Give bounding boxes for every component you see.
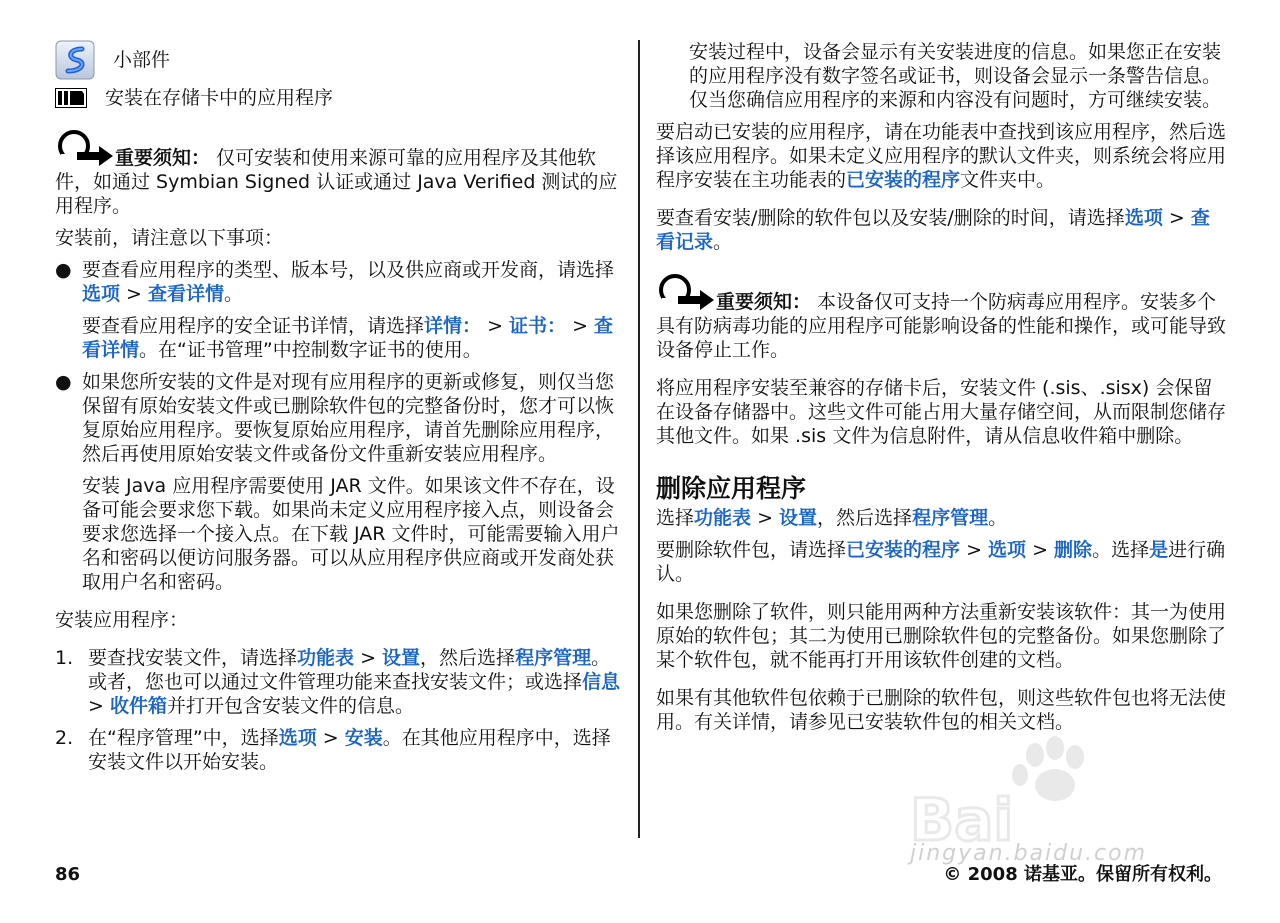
menu-separator: > <box>316 727 345 749</box>
important-text-2: 本设备仅可支持一个防病毒应用程序。安装多个具有防病毒功能的应用程序可能影响设备的性能和操作，或可能导致设备停止工作。 <box>656 291 1227 361</box>
bullet1-sub-para <box>55 314 625 362</box>
page-number: 86 <box>55 864 81 885</box>
link-inbox[interactable]: 收件箱 <box>109 695 167 717</box>
copyright: © 2008 诺基亚。保留所有权利。 <box>943 864 1222 885</box>
important-notice-1 <box>55 128 625 218</box>
del1-end: 。 <box>988 507 1008 529</box>
link-options-2[interactable]: 选项 <box>278 727 317 749</box>
important-notice-2 <box>656 272 1226 362</box>
install-apps-heading: 安装应用程序： <box>55 609 189 631</box>
link-options-3[interactable]: 选项 <box>1124 207 1163 229</box>
del2-mid: 。选择 <box>1092 539 1150 561</box>
view-log-end: 。 <box>713 231 733 253</box>
list-item <box>55 258 625 306</box>
link-menu-2[interactable]: 功能表 <box>694 507 752 529</box>
list-item <box>55 726 625 774</box>
del2-text: 要删除软件包，请选择 <box>656 539 847 561</box>
menu-separator: > <box>88 695 110 717</box>
link-remove[interactable]: 删除 <box>1054 539 1093 561</box>
step1-text: 要查找安装文件，请选择 <box>88 647 298 669</box>
link-details[interactable]: 详情： <box>424 315 482 337</box>
svg-text:Bai: Bai <box>910 786 1014 854</box>
right-column <box>656 40 1226 734</box>
link-options[interactable]: 选项 <box>82 283 121 305</box>
bullet1-sub-end: 。在“证书管理”中控制数字证书的使用。 <box>139 339 482 361</box>
link-options-4[interactable]: 选项 <box>988 539 1027 561</box>
bullet-icon: ● <box>55 371 72 393</box>
menu-separator: > <box>120 283 149 305</box>
step1-mid2: 。或者，您也可以通过文件管理功能来查找安装文件；或选择 <box>88 647 611 693</box>
bullet2-sub-para: 安装 Java 应用程序需要使用 JAR 文件。如果该文件不存在，设备可能会要求您下载。如果尚未定义应用程序接入点，则设备会要求您选择一个接入点。在下载 JAR 文件时，可能需要输入用户名和密码以便访问服务器。可以从应用程序供应商或开发商处获取用户名和密码。 <box>82 475 620 593</box>
start-app-para <box>656 120 1226 192</box>
step-number: 1. <box>55 647 74 669</box>
link-view-details-2[interactable]: 查看详情 <box>82 315 614 361</box>
menu-separator: > <box>960 539 989 561</box>
list-item <box>55 646 625 718</box>
bullet2-text: 如果您所安装的文件是对现有应用程序的更新或修复，则仅当您保留有原始安装文件或已删除软件包的完整备份时，您才可以恢复原始应用程序。要恢复原始应用程序，请首先删除应用程序，然后再使用原始安装文件或备份文件重新安装应用程序。 <box>82 371 615 465</box>
link-certificates[interactable]: 证书： <box>509 315 567 337</box>
link-menu[interactable]: 功能表 <box>297 647 355 669</box>
menu-separator: > <box>1162 207 1191 229</box>
column-divider <box>638 40 640 838</box>
watermark-text: jingyan.baidu.com <box>910 841 1148 866</box>
link-settings-2[interactable]: 设置 <box>779 507 818 529</box>
widget-label: 小部件 <box>113 49 171 71</box>
link-app-manager-2[interactable]: 程序管理 <box>912 507 989 529</box>
list-item <box>55 370 625 466</box>
menu-separator: > <box>481 315 510 337</box>
view-log-para <box>656 206 1226 254</box>
section-heading: 删除应用程序 <box>656 474 807 503</box>
delete-para-3: 如果您删除了软件，则只能用两种方法重新安装该软件：其一为使用原始的软件包；其二为使用已删除软件包的完整备份。如果您删除了某个软件包，就不能再打开用该软件创建的文档。 <box>656 601 1227 671</box>
bullet1-text: 要查看应用程序的类型、版本号，以及供应商或开发商，请选择 <box>82 259 615 281</box>
step2-end: 。在其他应用程序中，选择安装文件以开始安装。 <box>88 727 611 773</box>
link-installed-apps-2[interactable]: 已安装的程序 <box>846 539 961 561</box>
memcard-label: 安装在存储卡中的应用程序 <box>105 87 334 109</box>
link-view-details[interactable]: 查看详情 <box>148 283 225 305</box>
view-log-text: 要查看安装/删除的软件包以及安装/删除的时间，请选择 <box>656 207 1125 229</box>
step2-text: 在“程序管理”中，选择 <box>88 727 279 749</box>
sis-para: 将应用程序安装至兼容的存储卡后，安装文件 (.sis、.sisx) 会保留在设备存储器中。这些文件可能占用大量存储空间，从而限制您储存其他文件。如果 .sis 文件为信息附件，请从信息收件箱中删除。 <box>656 377 1227 447</box>
memory-card-icon <box>55 88 87 108</box>
bullet1-end: 。 <box>224 283 244 305</box>
link-app-manager[interactable]: 程序管理 <box>515 647 592 669</box>
link-view-log[interactable]: 查看记录 <box>656 207 1210 253</box>
link-yes[interactable]: 是 <box>1149 539 1169 561</box>
widget-row <box>55 40 625 80</box>
memcard-row <box>55 80 625 116</box>
del2-end: 进行确认。 <box>656 539 1226 585</box>
link-install[interactable]: 安装 <box>344 727 383 749</box>
important-text-1: 仅可安装和使用来源可靠的应用程序及其他软件，如通过 Symbian Signed 认证或通过 Java Verified 测试的应用程序。 <box>55 147 618 217</box>
step1-mid: ，然后选择 <box>420 647 516 669</box>
important-notice-icon <box>656 272 716 312</box>
left-column <box>55 40 625 774</box>
delete-para-1 <box>656 506 1226 530</box>
step-number: 2. <box>55 727 74 749</box>
del1-mid: ，然后选择 <box>817 507 913 529</box>
widget-icon <box>55 40 95 80</box>
install-progress-para: 安装过程中，设备会显示有关安装进度的信息。如果您正在安装的应用程序没有数字签名或证书，则设备会显示一条警告信息。仅当您确信应用程序的来源和内容没有问题时，方可继续安装。 <box>689 41 1222 111</box>
start-app-end: 文件夹中。 <box>960 169 1056 191</box>
link-installed-apps[interactable]: 已安装的程序 <box>846 169 961 191</box>
before-install-heading: 安装前，请注意以下事项： <box>55 227 284 249</box>
bullet-icon: ● <box>55 259 72 281</box>
step1-end: 并打开包含安装文件的信息。 <box>166 695 414 717</box>
menu-separator: > <box>354 647 383 669</box>
link-settings[interactable]: 设置 <box>382 647 421 669</box>
link-messaging[interactable]: 信息 <box>582 671 621 693</box>
menu-separator: > <box>1026 539 1055 561</box>
important-title-2: 重要须知： <box>716 291 812 313</box>
menu-separator: > <box>566 315 595 337</box>
delete-para-2 <box>656 538 1226 586</box>
delete-para-4: 如果有其他软件包依赖于已删除的软件包，则这些软件包也将无法使用。有关详情，请参见已安装软件包的相关文档。 <box>656 687 1227 733</box>
bullet1-sub-text: 要查看应用程序的安全证书详情，请选择 <box>82 315 425 337</box>
menu-separator: > <box>751 507 780 529</box>
important-title-1: 重要须知： <box>115 147 211 169</box>
important-notice-icon <box>55 128 115 168</box>
del1-text: 选择 <box>656 507 695 529</box>
start-app-text: 要启动已安装的应用程序，请在功能表中查找到该应用程序，然后选择该应用程序。如果未定义应用程序的默认文件夹，则系统会将应用程序安装在主功能表的 <box>656 121 1227 191</box>
